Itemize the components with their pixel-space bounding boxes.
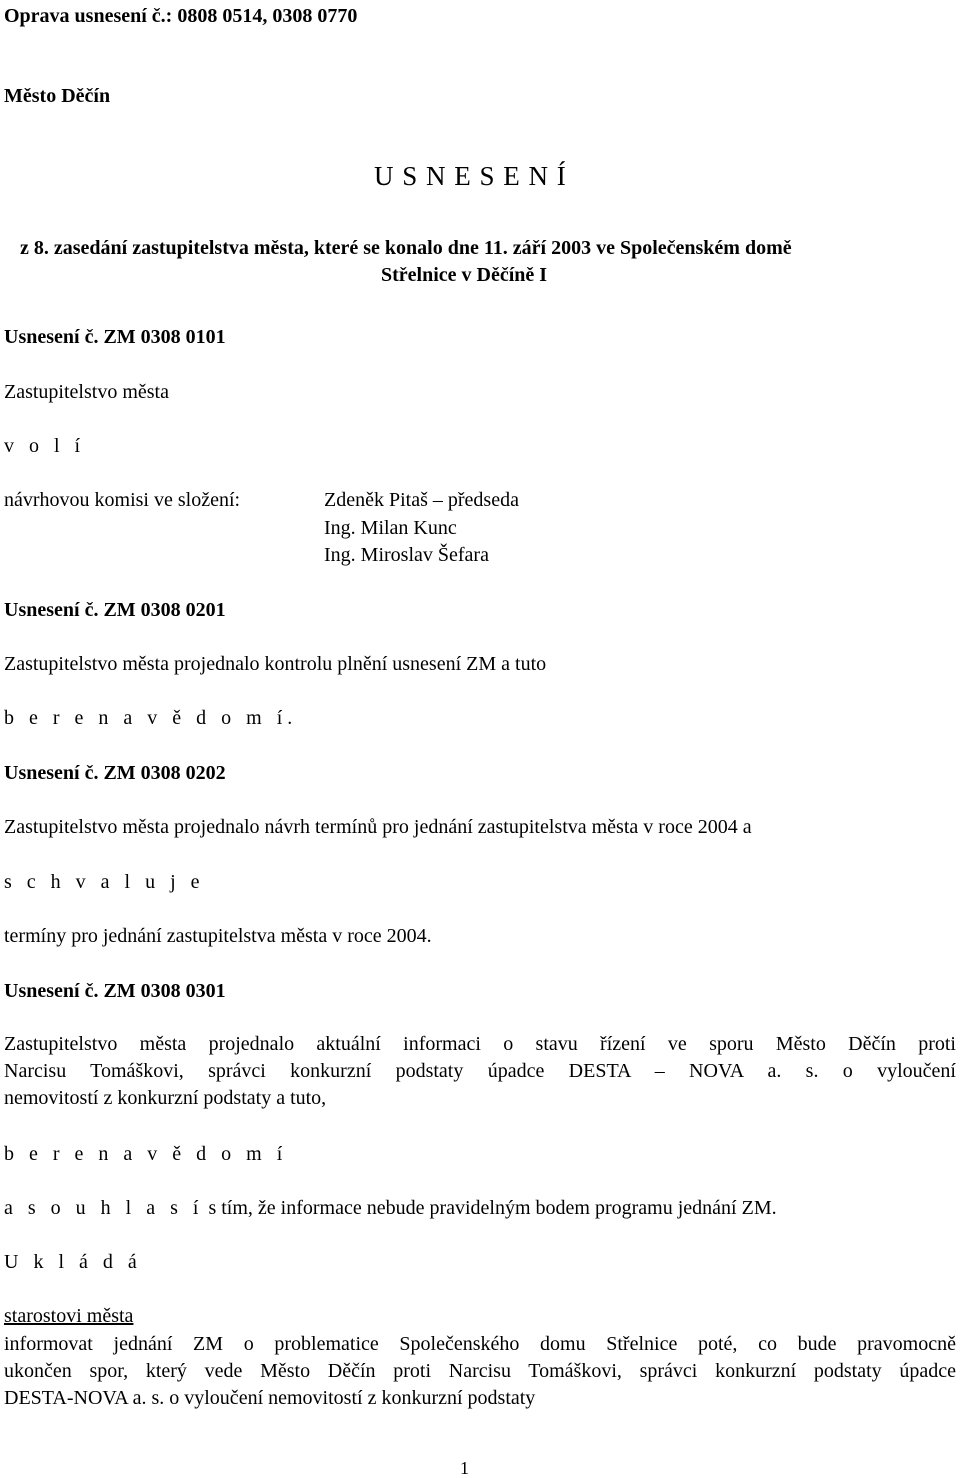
- resolution-verb-voli: v o l í: [4, 435, 86, 457]
- resolution-heading-0301: Usnesení č. ZM 0308 0301: [4, 980, 226, 1002]
- resolution-body-0301: [4, 1031, 956, 1112]
- resolution-verb-bere-na-vedomi: b e r e n a v ě d o m í: [4, 1143, 288, 1165]
- resolution-body-0201: Zastupitelstvo města projednalo kontrolu plnění usnesení ZM a tuto: [4, 653, 547, 675]
- resolution-heading-0201: Usnesení č. ZM 0308 0201: [4, 599, 226, 621]
- commission-member: Ing. Miroslav Šefara: [324, 544, 489, 566]
- commission-member: Zdeněk Pitaš – předseda: [324, 489, 519, 511]
- body-line: nemovitostí z konkurzní podstaty a tuto,: [4, 1087, 327, 1109]
- resolution-heading-0101: Usnesení č. ZM 0308 0101: [4, 326, 226, 348]
- body-line: Narcisu Tomáškovi, správci konkurzní podstaty úpadce DESTA – NOVA a. s. o vyloučení: [4, 1060, 956, 1082]
- resolution-body-0101: Zastupitelstvo města: [4, 381, 169, 403]
- resolution-verb-schvaluje: s c h v a l u j e: [4, 871, 205, 893]
- page-number: 1: [460, 1458, 469, 1478]
- resolution-souhlasi-line: [4, 1196, 777, 1220]
- resolution-verb-uklada: U k l á d á: [4, 1251, 142, 1273]
- resolution-text-0202: termíny pro jednání zastupitelstva města v roce 2004.: [4, 925, 432, 947]
- task-line: ukončen spor, který vede Město Děčín proti Narcisu Tomáškovi, správci konkurzní podstaty úpadce: [4, 1360, 956, 1382]
- document-title: U S N E S E N Í: [374, 161, 567, 191]
- resolution-verb-souhlasi: a s o u h l a s í: [4, 1197, 204, 1219]
- commission-label: návrhovou komisi ve složení:: [4, 489, 241, 511]
- session-line-2: Střelnice v Děčíně I: [381, 264, 548, 286]
- resolution-heading-0202: Usnesení č. ZM 0308 0202: [4, 762, 226, 784]
- task-addressee: starostovi města: [4, 1305, 134, 1327]
- commission-member: Ing. Milan Kunc: [324, 517, 457, 539]
- task-text: [4, 1331, 956, 1412]
- body-line: Zastupitelstvo města projednalo aktuální informaci o stavu řízení ve sporu Město Děčín proti: [4, 1033, 956, 1055]
- task-line: DESTA-NOVA a. s. o vyloučení nemovitostí z konkurzní podstaty: [4, 1387, 536, 1409]
- city-name: Město Děčín: [4, 85, 111, 107]
- task-line: informovat jednání ZM o problematice Společenského domu Střelnice poté, co bude pravomocně: [4, 1333, 956, 1355]
- souhlasi-text: s tím, že informace nebude pravidelným bodem programu jednání ZM.: [208, 1197, 777, 1219]
- session-line-1: z 8. zasedání zastupitelstva města, které se konalo dne 11. září 2003 ve Společenském domě: [20, 237, 792, 259]
- resolution-body-0202: Zastupitelstvo města projednalo návrh termínů pro jednání zastupitelstva města v roce 2004 a: [4, 816, 752, 838]
- correction-line: Oprava usnesení č.: 0808 0514, 0308 0770: [4, 5, 358, 27]
- resolution-verb-bere-na-vedomi: b e r e n a v ě d o m í.: [4, 707, 298, 729]
